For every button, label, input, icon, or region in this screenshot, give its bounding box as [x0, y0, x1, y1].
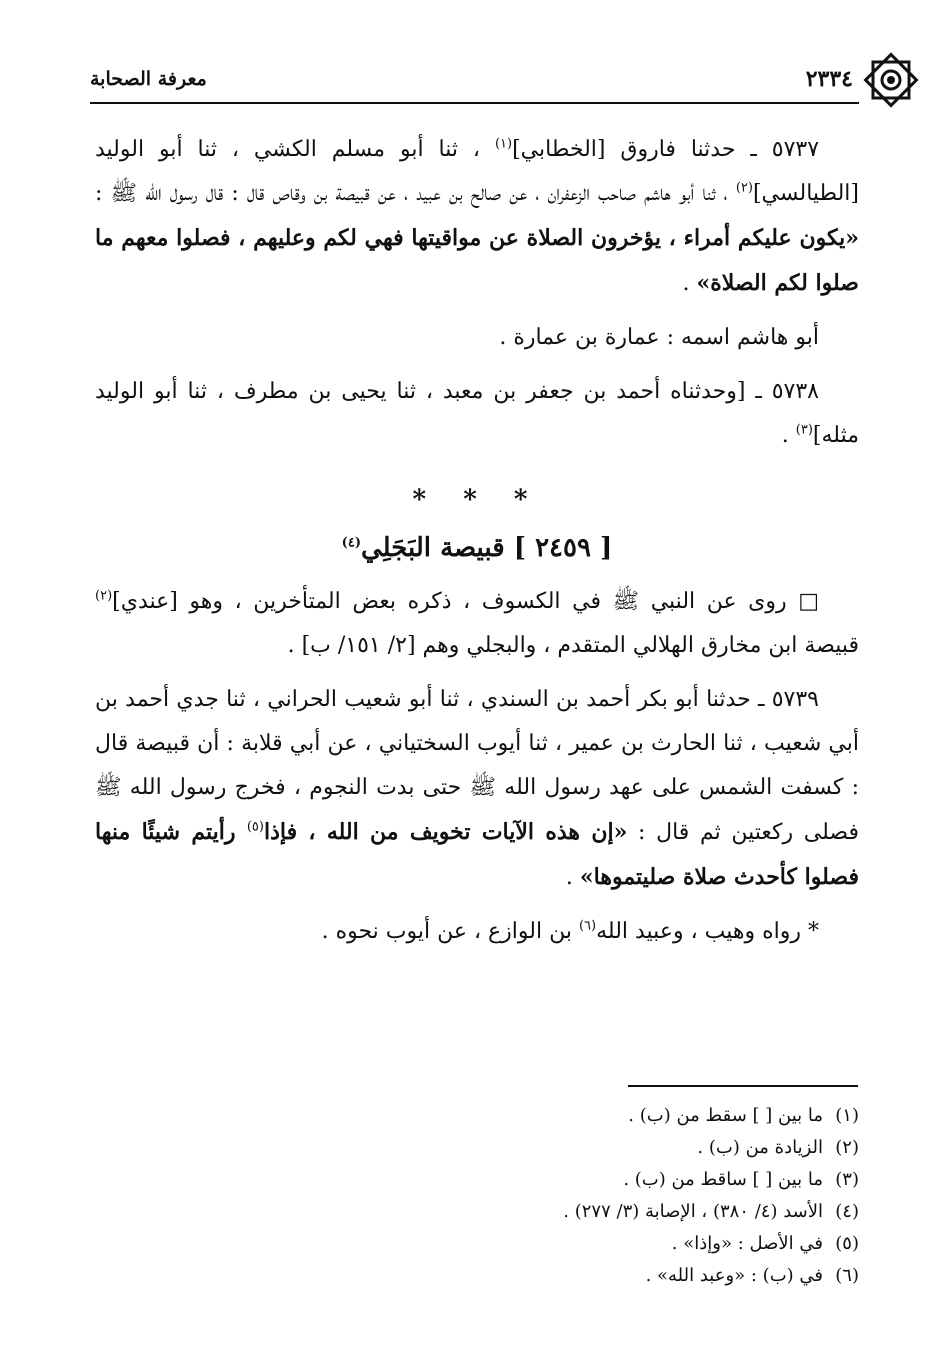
section-title — [95, 526, 859, 570]
footnote-number: (٤) — [835, 1201, 859, 1222]
footnote-number: (٣) — [835, 1169, 859, 1190]
footnote-text: في (ب) : «وعبد الله» . — [645, 1265, 823, 1286]
footnote — [95, 1100, 859, 1132]
footnote-number: (٥) — [835, 1233, 859, 1254]
hadith-text: ٥٧٣٨ ـ [وحدثناه أحمد بن جعفر بن معبد ، ثنا يحيى بن مطرف ، ثنا أبو الوليد مثله] — [95, 379, 859, 448]
page-header — [90, 62, 859, 104]
footnote-text: ما بين [ ] سقط من (ب) . — [628, 1105, 823, 1126]
footnote — [95, 1164, 859, 1196]
page-body — [95, 128, 859, 964]
footnote-ref: (١) — [494, 136, 513, 152]
footnote-number: (٢) — [835, 1137, 859, 1158]
hadith-5738 — [95, 370, 859, 458]
hadith-text: . — [682, 271, 697, 296]
riwaya-note — [95, 910, 859, 954]
footnote-text: في الأصل : «وإذا» . — [671, 1233, 823, 1254]
note-abu-hashim: أبو هاشم اسمه : عمارة بن عمارة . — [499, 325, 819, 350]
hadith-text: ٥٧٣٧ ـ حدثنا فاروق [الخطابي] — [512, 137, 820, 162]
footnote-number: (١) — [835, 1105, 859, 1126]
hadith-text: ، ثنا أبو مسلم الكشي ، ثنا أبو الوليد [الطيالسي] — [95, 137, 859, 206]
footnote-ref: (٦) — [578, 918, 597, 934]
hadith-quote: «إن هذه الآيات تخويف من الله ، فإذا — [263, 819, 628, 845]
hadith-5737 — [95, 128, 859, 306]
hadith-text: . — [565, 865, 580, 890]
footnote-text: الزيادة من (ب) . — [697, 1137, 823, 1158]
footnote-ref: (٢) — [735, 180, 753, 196]
footnote-ref: (٣) — [795, 422, 813, 438]
hadith-text: ، ثنا أبو هاشم صاحب الزعفران ، عن صالح بن عبيد ، عن قبيصة بن وقاص قال : قال رسول الله ﷺ : — [95, 181, 736, 206]
riwaya-text: * رواه وهيب ، وعبيد الله — [596, 919, 819, 944]
star-ornament-icon — [861, 50, 921, 110]
intro-text: □ روى عن النبي ﷺ في الكسوف ، ذكره بعض المتأخرين ، وهو [عندي] — [112, 589, 819, 614]
footnote — [95, 1132, 859, 1164]
section-title-text: [ ٢٤٥٩ ] قبيصة البَجَلِي — [360, 533, 613, 563]
riwaya-text: بن الوازع ، عن أيوب نحوه . — [321, 919, 579, 944]
footnote — [95, 1260, 859, 1292]
hadith-quote: رأيتم شيئًا منها فصلوا كأحدث صلاة صليتموها» — [95, 819, 859, 890]
page-number: ٢٣٣٤ — [805, 66, 853, 92]
footnote-text: الأسد (٤/ ٣٨٠) ، الإصابة (٣/ ٢٧٧) . — [563, 1201, 823, 1222]
hadith-text: ٥٧٣٩ ـ حدثنا أبو بكر أحمد بن السندي ، ثنا أبو شعيب الحراني ، ثنا جدي أحمد بن أبي شعيب ، ثنا الحارث بن عمير ، ثنا أيوب السختياني ، عن أبي قلابة : أن قبيصة قال : كسفت الشمس على عهد رسول الله ﷺ حتى بدت النجوم ، فخرج رسول الله ﷺ فصلى ركعتين ثم قال : — [95, 687, 860, 845]
hadith-text: . — [781, 423, 796, 448]
footnote-ref: (٢) — [95, 588, 113, 604]
running-title: معرفة الصحابة — [90, 68, 207, 90]
footnote — [95, 1196, 859, 1228]
footnote-number: (٦) — [835, 1265, 859, 1286]
hadith-5739 — [95, 678, 859, 900]
footnote — [95, 1228, 859, 1260]
section-separator: * * * — [412, 485, 542, 515]
footnote-divider — [628, 1085, 858, 1087]
footnote-text: ما بين [ ] ساقط من (ب) . — [623, 1169, 823, 1190]
intro-text: قبيصة ابن مخارق الهلالي المتقدم ، والبجلي وهم [٢/ ١٥١/ ب] . — [287, 633, 859, 658]
section-intro — [95, 580, 859, 668]
footnote-ref: (٤) — [341, 535, 361, 551]
hadith-quote: «يكون عليكم أمراء ، يؤخرون الصلاة عن مواقيتها فهي لكم وعليهم ، فصلوا معهم ما صلوا لكم الصلاة» — [95, 225, 859, 296]
footnotes — [95, 1100, 859, 1292]
footnote-ref: (٥) — [246, 819, 264, 835]
